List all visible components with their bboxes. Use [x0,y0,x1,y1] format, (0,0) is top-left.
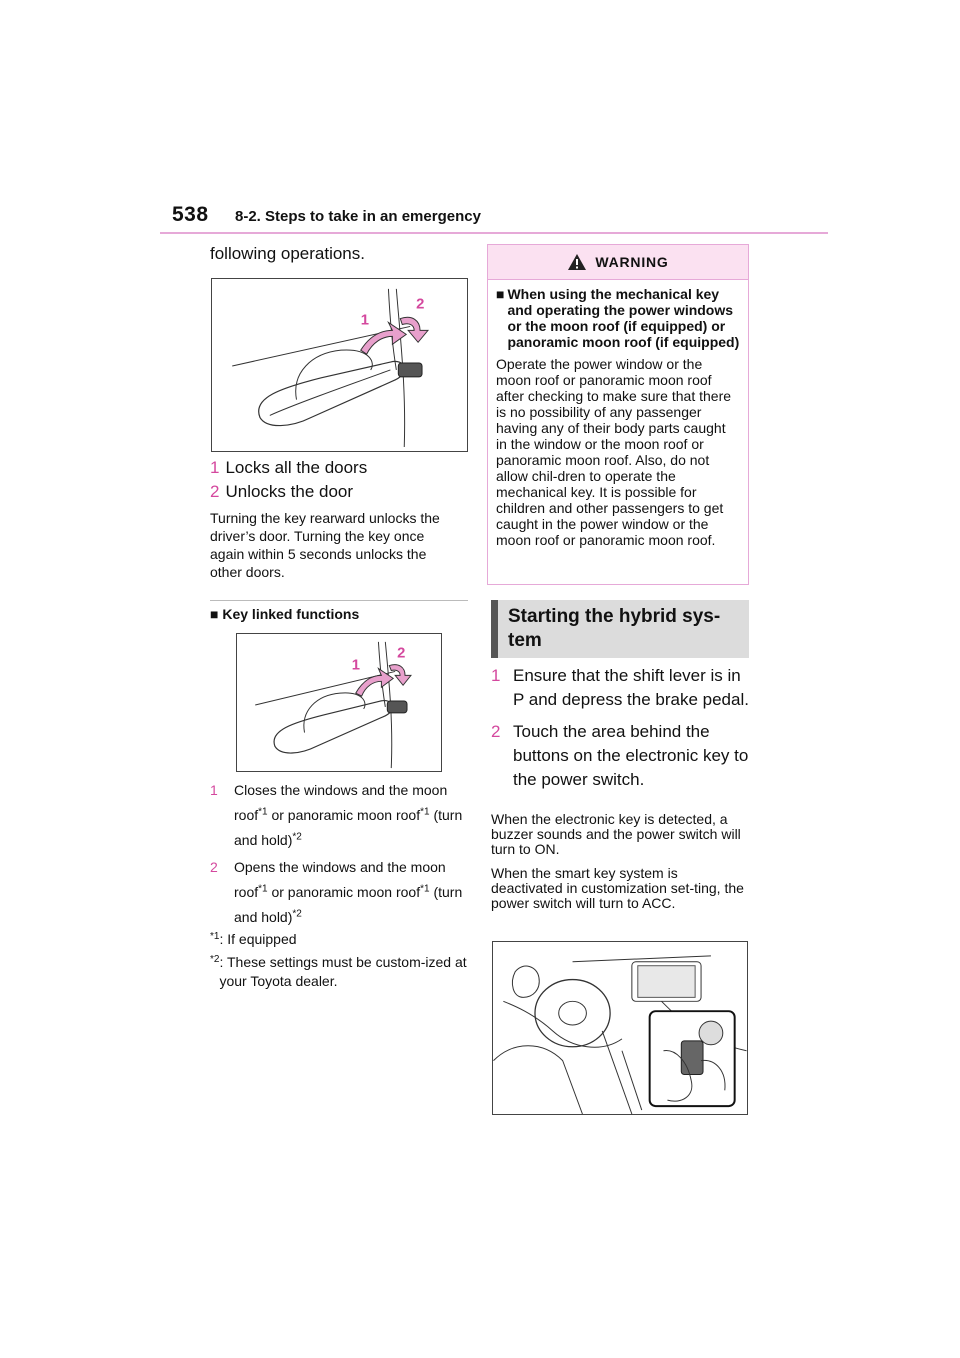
list-item: 2 Opens the windows and the moon roof$^{*1}$ or panoramic moon roof$^{*1}$ (turn and hold)$^{*2}$ [210,859,463,925]
door-handle-drawing [237,634,441,771]
figure1-label-1: 1 [360,312,370,329]
start-steps [491,664,753,792]
warning-box [487,244,749,585]
page-number: 538 [172,203,209,226]
note-key-detected: When the electronic key is detected, a buzzer sounds and the power switch will turn to ON. [491,811,741,857]
figure2-label-2: 2 [397,645,406,662]
list-item: 1 Ensure that the shift lever is in P and depress the brake pedal. [491,666,749,709]
list-item: 1 Closes the windows and the moon roof$^{*1}$ or panoramic moon roof$^{*1}$ (turn and hold)$^{*2}$ [210,782,463,848]
divider [210,600,468,601]
intro-text: following operations. [210,244,365,263]
note-smart-key-deactivated: When the smart key system is deactivated in customization set-ting, the power switch will turn to ACC. [491,865,744,911]
subheading-key-linked: ■ Key linked functions [210,606,360,622]
footnotes [210,930,468,991]
driver-start-illustration [492,941,748,1115]
warning-title: ■ When using the mechanical key and operating the power windows or the moon roof (if equipped) or panoramic moon roof (if equipped) [496,286,740,350]
figure2-label-1: 1 [351,657,361,674]
footnote: *2 : These settings must be custom-ized at your Toyota dealer. [210,954,467,989]
key-linked-illustration [236,633,442,772]
section-title: 8-2. Steps to take in an emergency [235,208,481,225]
warning-triangle-icon [567,253,587,271]
list-item: 1 Locks all the doors [210,458,368,477]
door-handle-drawing [212,279,467,451]
header-rule [160,232,828,234]
footnote: *1 : If equipped [210,931,297,947]
step-list-1 [210,456,367,504]
driver-cockpit-drawing [493,942,747,1114]
step-list-2 [210,778,468,930]
list-item: 2 Touch the area behind the buttons on the electronic key to the power switch. [491,722,749,789]
warning-text: Operate the power window or the moon roof or panoramic moon roof after checking to make sure that there is no possibility of any passenger having any of their body parts caught in the window or the moon roof or panoramic moon roof. Also, do not allow chil-dren to operate the mechanical key. It is possible for children and other passengers to get caught in the power window or the moon roof or panoramic moon roof. [496,356,732,548]
section-heading: Starting the hybrid sys-tem [491,600,749,658]
warning-header: WARNING [488,245,748,280]
list-item: 2 Unlocks the door [210,482,354,501]
door-handle-key-illustration [211,278,468,452]
note-key-unlock: Turning the key rearward unlocks the driver’s door. Turning the key once again within 5 seconds unlocks the other doors. [210,510,440,580]
figure1-label-2: 2 [416,296,425,313]
